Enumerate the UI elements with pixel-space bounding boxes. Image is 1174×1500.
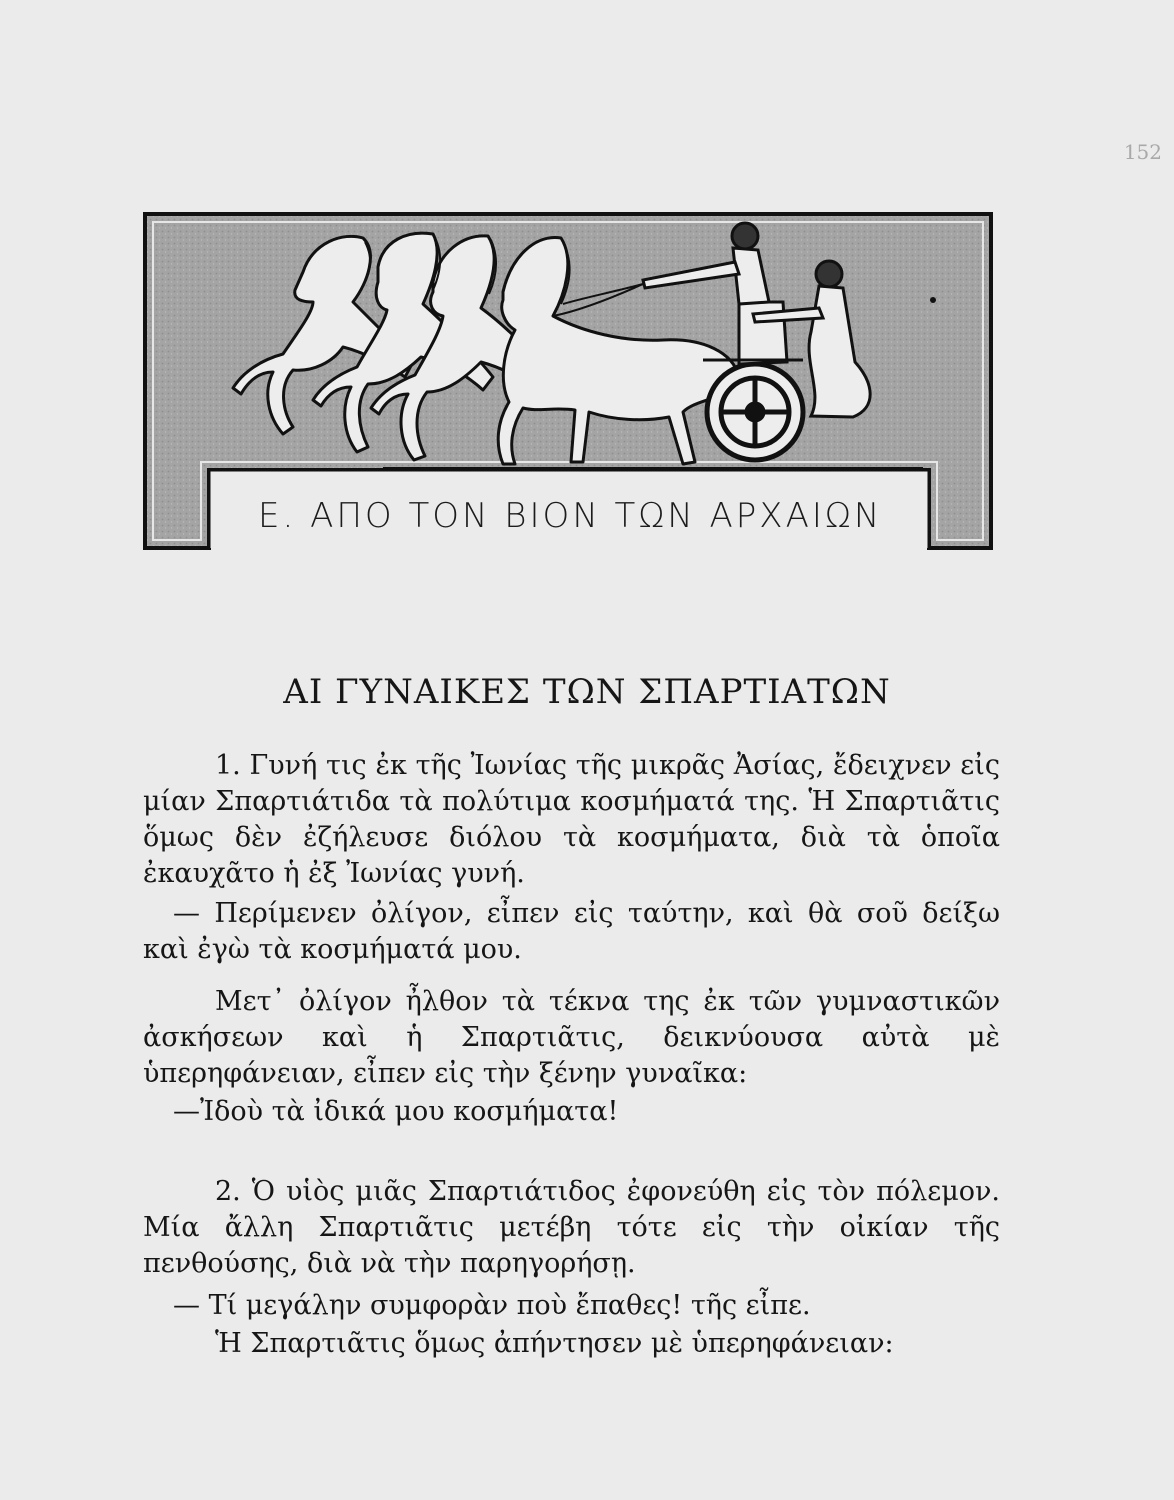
paragraph-3: Μετ᾽ ὀλίγον ἦλθον τὰ τέκνα της ἐκ τῶν γυμναστικῶν ἀσκήσεων καὶ ἡ Σπαρτιᾶτις, δεικνύουσα αὐτὰ μὲ ὑπερηφάνειαν, εἶπεν εἰς τὴν ξένην γυναῖκα: bbox=[143, 986, 1000, 1089]
chapter-banner bbox=[143, 212, 993, 550]
paragraph-1: 1. Γυνή τις ἐκ τῆς Ἰωνίας τῆς μικρᾶς Ἀσίας, ἔδειχνεν εἰς μίαν Σπαρτιάτιδα τὰ πολύτιμα κοσμήματά της. Ἡ Σπαρτιᾶτις ὅμως δὲν ἐζήλευσε διόλου τὰ κοσμήματα, διὰ τὰ ὁποῖα ἐκαυχᾶτο ἡ ἐξ Ἰωνίας γυνή. bbox=[143, 750, 1000, 889]
paragraph-2: — Περίμενεν ὀλίγον, εἶπεν εἰς ταύτην, καὶ θὰ σοῦ δείξω καὶ ἐγὼ τὰ κοσμήματά μου. bbox=[143, 898, 1000, 965]
section-title: Ε. ΑΠΟ ΤΟΝ ΒΙΟΝ ΤΩΝ ΑΡΧΑΙΩΝ bbox=[258, 496, 883, 536]
paragraph-6: — Τί μεγάλην συμφορὰν ποὺ ἔπαθες! τῆς εἶπε. bbox=[173, 1290, 811, 1321]
paragraph-7: Ἡ Σπαρτιᾶτις ὅμως ἀπήντησεν μὲ ὑπερηφάνειαν: bbox=[215, 1328, 894, 1359]
chapter-heading: ΑΙ ΓΥΝΑΙΚΕΣ ΤΩΝ ΣΠΑΡΤΙΑΤΩΝ bbox=[283, 672, 891, 712]
paragraph-5: 2. Ὁ υἱὸς μιᾶς Σπαρτιάτιδος ἐφονεύθη εἰς τὸν πόλεμον. Μία ἄλλη Σπαρτιᾶτις μετέβη τότε εἰς τὴν οἰκίαν τῆς πενθούσης, διὰ νὰ τὴν παρηγορήσῃ. bbox=[143, 1176, 1000, 1279]
paragraph-4: —Ἰδοὺ τὰ ἰδικά μου κοσμήματα! bbox=[173, 1096, 619, 1127]
page-number: 152 bbox=[1123, 140, 1162, 164]
